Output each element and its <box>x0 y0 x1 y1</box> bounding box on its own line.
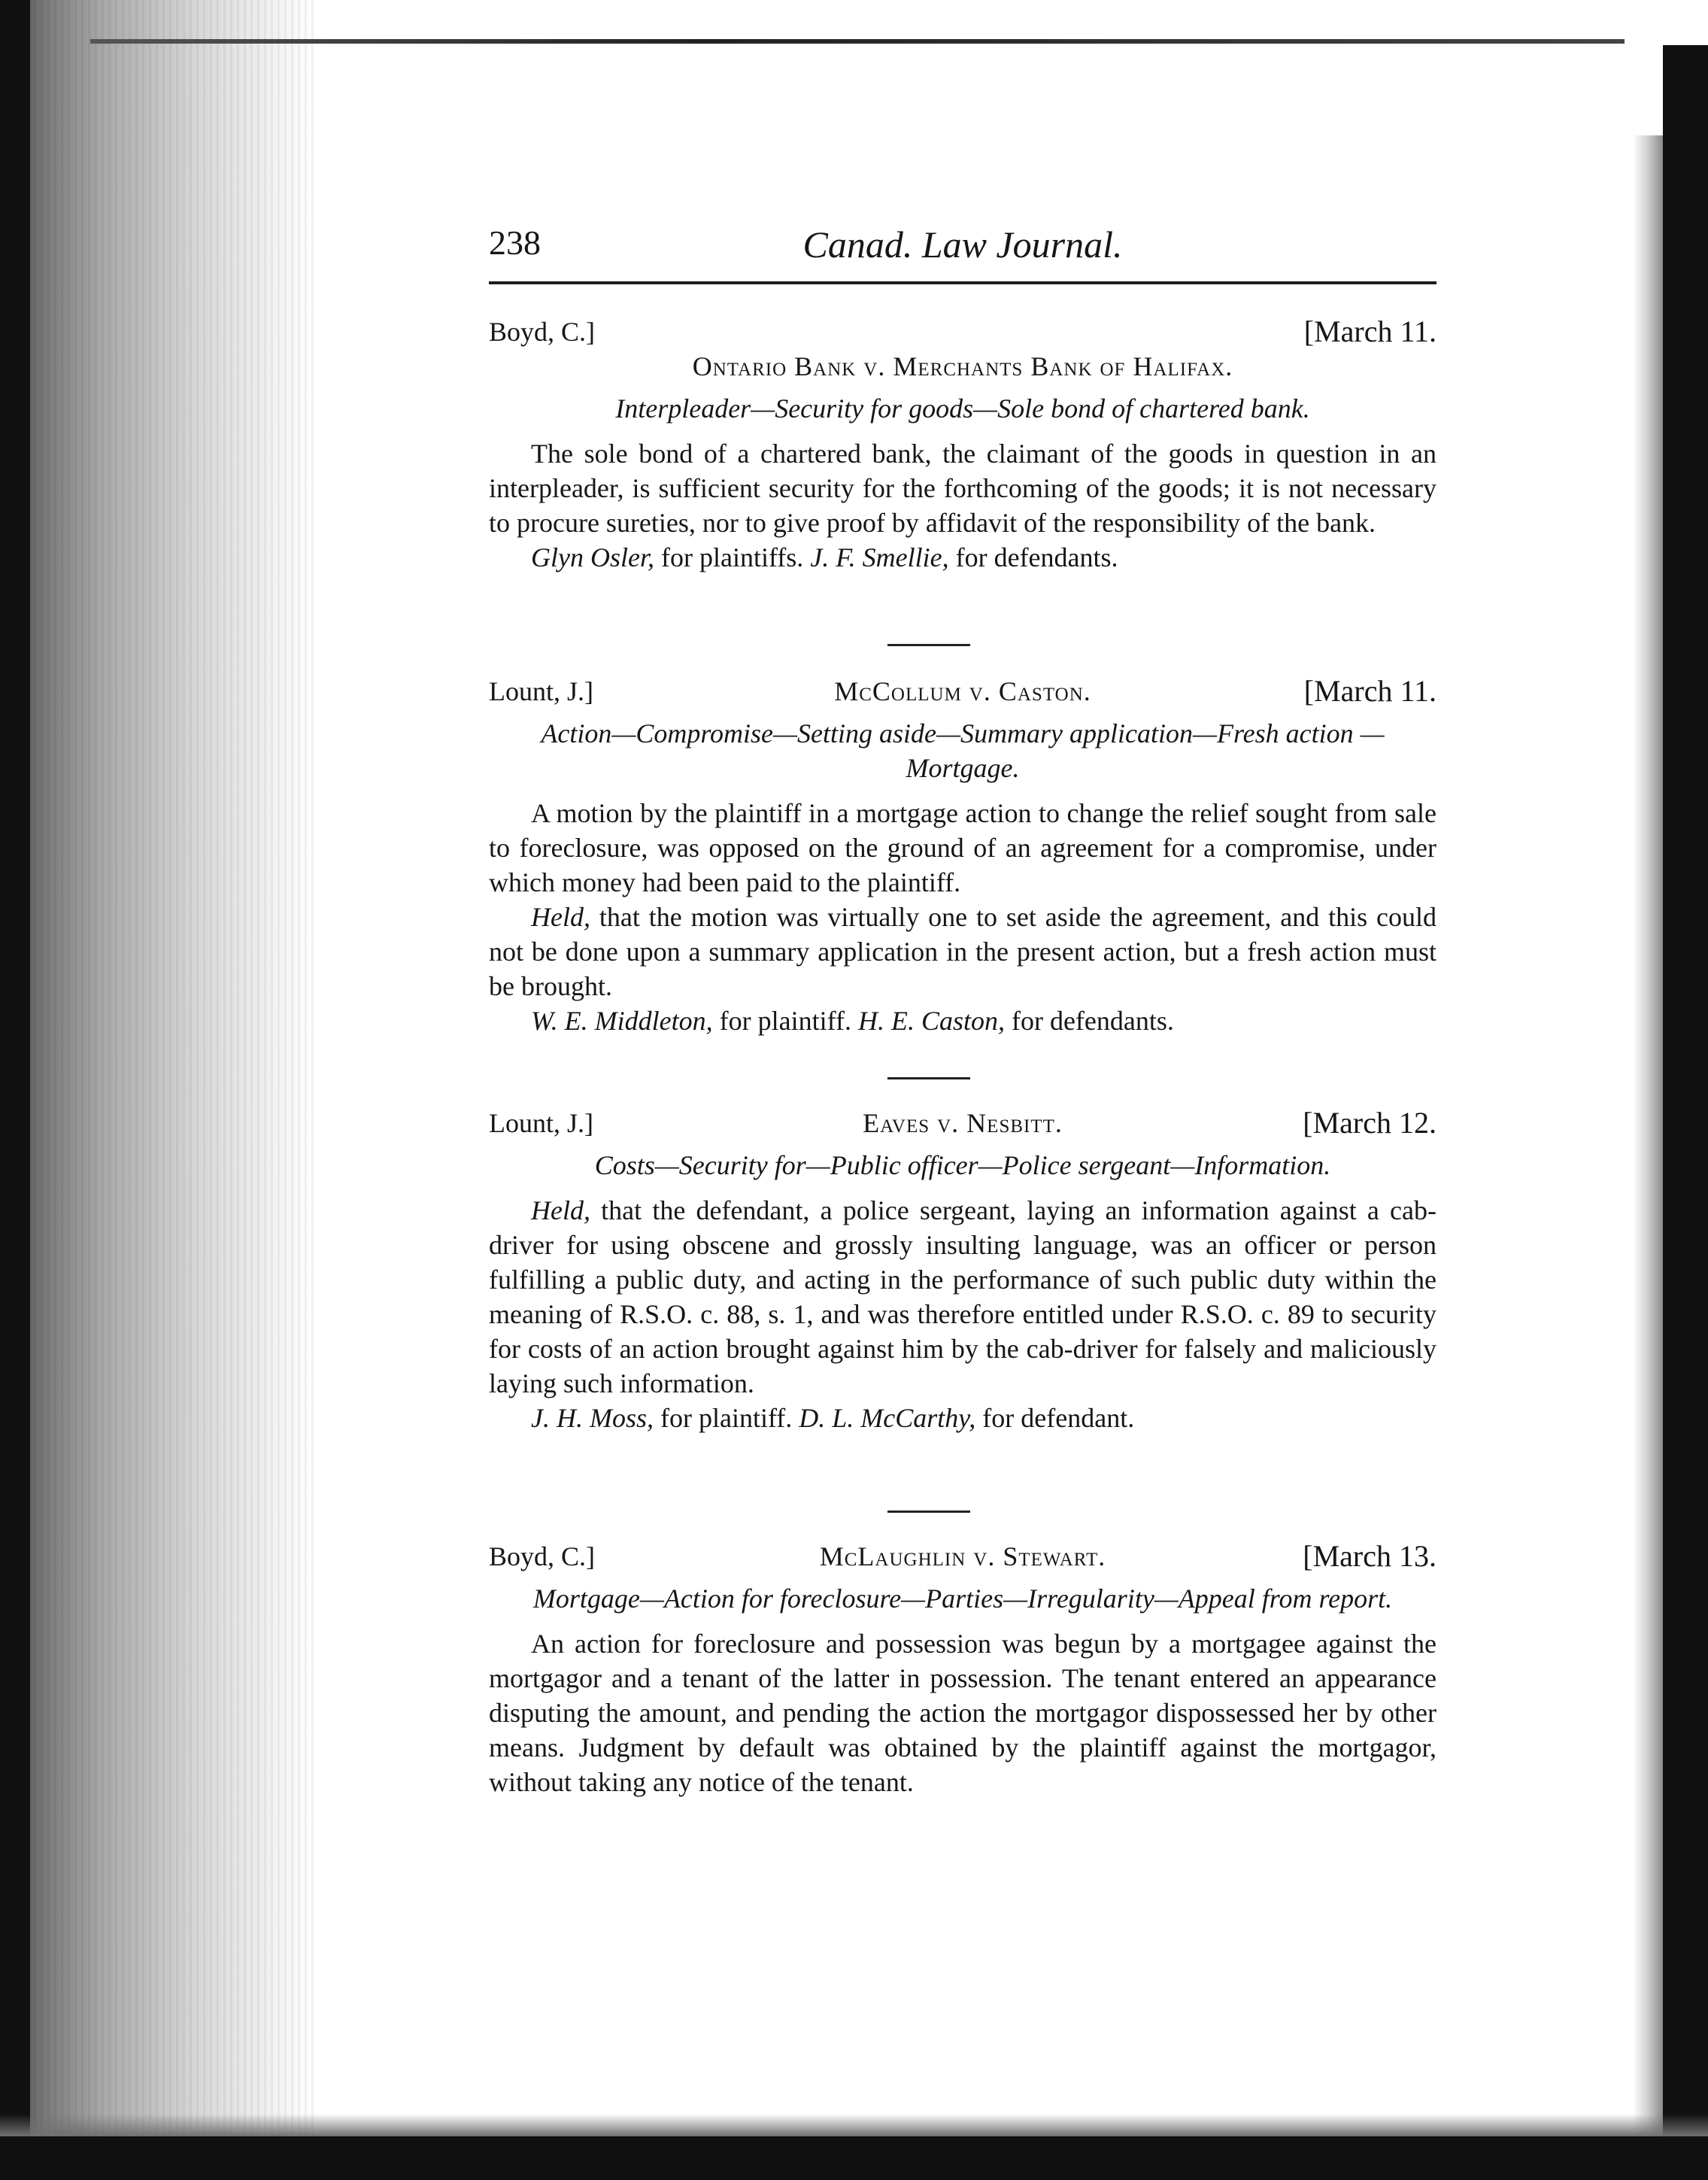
defendant-role: for defendants. <box>1004 1006 1174 1036</box>
case-mccollum <box>489 674 1436 1038</box>
plaintiff-role: for plaintiff. <box>653 1403 799 1433</box>
case-date: [March 13. <box>1303 1539 1436 1573</box>
journal-title: Canad. Law Journal. <box>802 223 1123 266</box>
defendant-counsel: D. L. McCarthy, <box>799 1403 976 1433</box>
judge: Boyd, C.] <box>489 1541 596 1571</box>
case-head <box>489 674 1436 709</box>
case-mclaughlin <box>489 1539 1436 1799</box>
defendant-role: for defendant. <box>975 1403 1135 1433</box>
case-title: McCollum v. Caston. <box>834 676 1091 706</box>
case-head <box>489 1539 1436 1574</box>
counsel-line <box>489 1003 1436 1038</box>
scan-left-edge <box>0 0 30 2180</box>
case-paragraph: The sole bond of a chartered bank, the claimant of the goods in question in an interpleader, is sufficient security for the forthcoming of the goods; it is not necessary to procure sureties, nor to give proof by affidavit of the responsibility of the bank. <box>489 439 1436 538</box>
case-date: [March 11. <box>1303 674 1436 708</box>
running-header <box>489 223 1436 275</box>
case-separator <box>887 1077 970 1079</box>
defendant-role: for defendants. <box>948 542 1118 572</box>
header-rule <box>489 281 1436 284</box>
plaintiff-counsel: J. H. Moss, <box>531 1403 654 1433</box>
case-title: McLaughlin v. Stewart. <box>819 1541 1106 1571</box>
case-headnote: Action—Compromise—Setting aside—Summary application—Fresh action —Mortgage. <box>541 718 1385 783</box>
counsel-line <box>489 1401 1436 1435</box>
case-paragraph: A motion by the plaintiff in a mortgage action to change the relief sought from sale to foreclosure, was opposed on the ground of an agreement for a compromise, under which money had been paid to the plaintiff. <box>489 798 1436 897</box>
defendant-counsel: H. E. Caston, <box>857 1006 1005 1036</box>
defendant-counsel: J. F. Smellie, <box>810 542 949 572</box>
case-separator <box>887 1511 970 1513</box>
counsel-line <box>489 540 1436 575</box>
plaintiff-role: for plaintiffs. <box>654 542 811 572</box>
case-date: [March 11. <box>1303 314 1436 348</box>
page-number: 238 <box>489 223 541 262</box>
plaintiff-role: for plaintiff. <box>712 1006 858 1036</box>
case-separator <box>887 644 970 646</box>
case-ontario-bank <box>489 314 1436 575</box>
case-title: Ontario Bank v. Merchants Bank of Halifax. <box>692 351 1233 381</box>
held-word: Held, <box>531 1195 590 1225</box>
case-head <box>489 314 1436 349</box>
case-paragraph: An action for foreclosure and possession was begun by a mortgagee against the mortgagor and a tenant of the latter in possession. The tenant entered an appearance disputing the amount, and pending the action the mortgagor dispossessed her by other means. Judgment by default was obtained by the plaintiff against the mortgagor, without taking any notice of the tenant. <box>489 1629 1436 1797</box>
scan-top-edge <box>90 39 1625 44</box>
plaintiff-counsel: Glyn Osler, <box>531 542 654 572</box>
case-headnote: Mortgage—Action for foreclosure—Parties—Irregularity—Appeal from report. <box>532 1583 1393 1614</box>
case-title: Eaves v. Nesbitt. <box>863 1108 1063 1138</box>
case-headnote: Costs—Security for—Public officer—Police sergeant—Information. <box>594 1150 1331 1180</box>
held-text: that the motion was virtually one to set aside the agreement, and this could not be done upon a summary application in the present action, but a fresh action must be brought. <box>489 902 1436 1001</box>
case-head <box>489 1106 1436 1140</box>
held-text: that the defendant, a police sergeant, laying an information against a cab-driver for using obscene and grossly insulting language, was an officer or person fulfilling a public duty, and acting in the performance of such public duty within the meaning of R.S.O. c. 88, s. 1, and was therefore entitled under R.S.O. c. 89 to security for costs of an action brought against him by the cab-driver for falsely and maliciously laying such information. <box>489 1195 1436 1398</box>
scan-bottom-edge <box>0 2136 1708 2180</box>
judge: Lount, J.] <box>489 676 593 706</box>
judge: Boyd, C.] <box>489 317 596 347</box>
scan-bottom-shadow <box>0 2114 1708 2136</box>
held-paragraph <box>489 1193 1436 1401</box>
case-date: [March 12. <box>1303 1106 1436 1140</box>
judge: Lount, J.] <box>489 1108 593 1138</box>
page-gutter-shadow <box>0 0 316 2180</box>
scan-right-edge <box>1663 45 1708 2180</box>
case-headnote: Interpleader—Security for goods—Sole bond of chartered bank. <box>615 393 1310 424</box>
held-paragraph <box>489 900 1436 1003</box>
plaintiff-counsel: W. E. Middleton, <box>531 1006 713 1036</box>
held-word: Held, <box>531 902 590 932</box>
scan-right-shadow <box>1633 135 1663 2151</box>
case-eaves <box>489 1106 1436 1435</box>
